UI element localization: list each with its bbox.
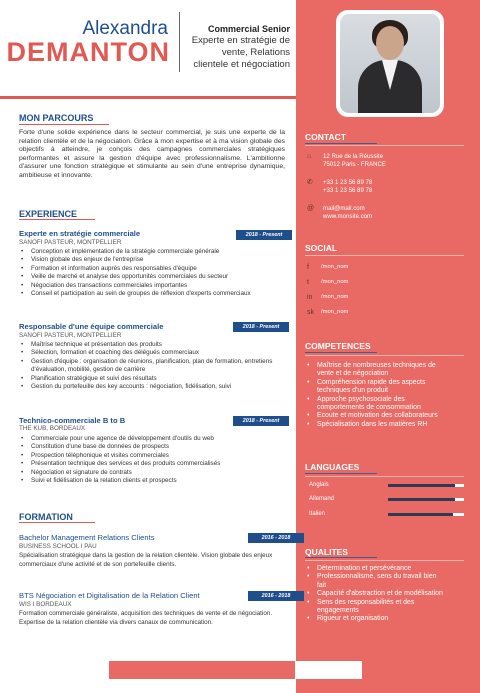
date-tag: 2016 - 2018	[248, 591, 304, 601]
job-title-2: Responsable d'une équipe commerciale	[19, 322, 164, 331]
section-title-qualities: QUALITES	[305, 547, 348, 557]
job-company-1: SANOFI PASTEUR, MONTPELLIER	[19, 239, 122, 246]
section-underline	[305, 557, 377, 558]
section-title-social: SOCIAL	[305, 243, 338, 253]
home-icon: ⌂	[307, 153, 312, 160]
section-underline	[305, 352, 377, 353]
section-title-contact: CONTACT	[305, 132, 346, 142]
job-bullets-2: • Maîtrise technique et présentation des produits • Sélection, formation et coaching des délégués commerciaux • Gestion d'équipe : organisation de réunions, planification, plan de formation, entretiens d'évaluation, mobilité, gestion de carrière • Planification stratégique et suivi des résultats • Gestion du portefeuille des key accounts : négociation, fidélisation, suivi	[19, 341, 289, 391]
date-tag: 2018 - Present	[233, 322, 289, 332]
qualities-list: • Détermination et persévérance • Professionnalisme, sens du travail bien fait • Capacité d'abstraction et de modélisation • Sens des responsabilités et des engagements • Rigueur et organisation	[305, 565, 465, 624]
profile-photo	[336, 10, 444, 117]
job-subtitle: Experte en stratégie de vente, Relations clientele et négociation	[191, 35, 290, 70]
footer-bar	[109, 661, 295, 679]
section-underline	[305, 473, 377, 474]
section-rule	[305, 145, 464, 146]
section-rule	[305, 476, 464, 477]
language-level-bar	[388, 484, 464, 487]
language-name: Italien	[309, 511, 326, 517]
skype-icon: sk	[307, 309, 314, 316]
date-tag: 2018 - Present	[236, 230, 292, 240]
edu-school-2: WIS I BORDEAUX	[19, 601, 72, 608]
section-underline	[305, 143, 377, 144]
section-title-profile: MON PARCOURS	[19, 113, 94, 123]
date-tag: 2018 - Present	[233, 416, 289, 426]
edu-title-1: Bachelor Management Relations Clients	[19, 533, 155, 542]
job-company-3: THE KUB, BORDEAUX	[19, 425, 86, 432]
first-name: Alexandra	[82, 18, 168, 39]
edu-title-2: BTS Négociation et Digitalisation de la Relation Client	[19, 591, 200, 600]
email-link[interactable]: mail@mail.com	[323, 205, 365, 212]
header-rule	[0, 96, 296, 99]
section-rule	[305, 355, 464, 356]
at-icon: @	[307, 205, 315, 212]
language-name: Anglais	[309, 482, 329, 488]
section-rule	[305, 255, 464, 256]
website-link[interactable]: www.monsite.com	[323, 213, 373, 220]
section-rule	[305, 560, 464, 561]
language-name: Allemand	[309, 496, 335, 502]
twitter-icon: t	[307, 279, 309, 286]
section-title-experience: EXPERIENCE	[19, 209, 78, 219]
section-underline	[19, 522, 95, 523]
edu-school-1: BUSINESS SCHOOL I PAU	[19, 543, 97, 550]
edu-desc-2: Formation commerciale généraliste, acquisition des techniques de vente et de négociation. Expertise de la relation clientèle via divers canaux de communication.	[19, 610, 273, 626]
facebook-icon: f	[307, 264, 309, 271]
section-title-skills: COMPETENCES	[305, 341, 371, 351]
language-level-bar	[388, 513, 464, 516]
job-bullets-1: • Conception et implémentation de la stratégie commerciale générale • Vision globale des enjeux de l'entreprise • Formation et information auprès des responsables d'équipe • Veille de marché et analyse des opportunités commerciales du secteur • Négociation des transactions commerciales importantes • Conseil et participation au sein de groupes de réflexion d'experts commerciaux	[19, 248, 289, 298]
section-title-languages: LANGUAGES	[305, 462, 360, 472]
last-name: DEMANTON	[6, 37, 170, 67]
linkedin-icon: in	[307, 294, 313, 301]
skills-list: • Maîtrise de nombreuses techniques de vente et de négociation • Compréhension rapide des aspects techniques d'un produit • Approche psychosociale des comportements de consommation • Ecoute et motivation des collaborateurs • Spécialisation dans les matières RH	[305, 362, 465, 429]
section-title-education: FORMATION	[19, 512, 73, 522]
footer-bar-gap	[296, 661, 362, 679]
edu-desc-1: Spécialisation stratégique dans la gestion de la relation clientèle. Vision globale des enjeux commerciaux d'une activité et de son portefeuille clients.	[19, 552, 273, 568]
phone-icon: ✆	[307, 179, 313, 186]
job-company-2: SANOFI PASTEUR, MONTPELLIER	[19, 332, 122, 339]
profile-text: Forte d'une solide expérience dans le secteur commercial, je suis une experte de la relation clientèle et de la négociation. Grâce à mon expertise et à ma vision globale des objectifs à atteindre, je conçois des campagnes commerciales stratégiques performantes et assure la gestion d'équipe avec professionnalisme. L'ambitionne d'assurer une fonction stratégique et stimulante au sein d'une entreprise dynamique, ambitieuse et innovante.	[19, 129, 285, 179]
job-title: Commercial Senior	[207, 24, 290, 34]
job-title-3: Technico-commerciale B to B	[19, 416, 126, 425]
date-tag: 2016 - 2018	[248, 533, 304, 543]
language-level-bar	[388, 498, 464, 501]
section-underline	[19, 219, 95, 220]
job-title-1: Experte en stratégie commerciale	[19, 229, 141, 238]
section-underline	[19, 124, 109, 125]
job-bullets-3: • Commerciale pour une agence de développement d'outils du web • Constitution d'une base de données de prospects • Prospection téléphonique et visites commerciales • Présentation technique des services et des produits commercialisés • Négociation et signature de contrats • Suivi et fidélisation de la relation clients et prospects	[19, 435, 289, 485]
